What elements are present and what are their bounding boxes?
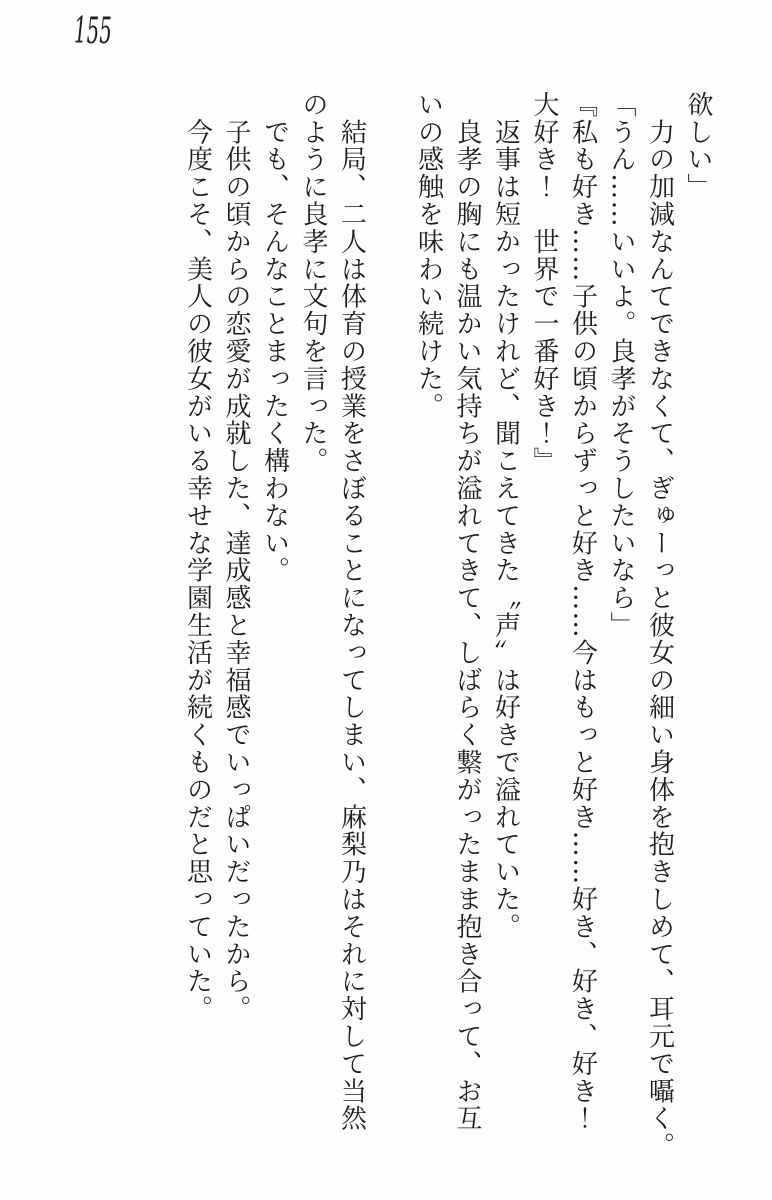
text-column: 力の加減なんてできなくて、ぎゅーっと彼女の細い身体を抱きしめて、耳元で囁く。 [644,91,675,1160]
text-column: 『私も好き……子供の頃からずっと好き……今はもっと好き……好き、好き、好き！ [567,91,598,1133]
text-column: 「うん……いいよ。良孝がそうしたいなら」 [606,91,636,639]
text-column: のように良孝に文句を言った。 [298,91,328,475]
paragraph-break-column [371,91,410,1133]
text-column: でも、そんなことまったく構わない。 [259,91,290,585]
vertical-text-block [178,91,717,1160]
text-column: 子供の頃からの恋愛が成就した、達成感と幸福感でいっぱいだったから。 [221,91,251,1023]
text-column: 欲しい」 [683,91,713,201]
text-column: いの感触を味わい続けた。 [413,91,444,420]
text-column: 良孝の胸にも温かい気持ちが溢れてきて、しばらく繋がったまま抱き合って、お互 [452,91,482,1133]
page-number: 155 [74,11,112,52]
text-column: 結局、二人は体育の授業をさぼることになってしまい、麻梨乃はそれに対して当然 [336,91,367,1133]
text-column: 大好き！ 世界で一番好き！』 [529,91,559,475]
text-column: 今度こそ、美人の彼女がいる幸せな学園生活が続くものだと思っていた。 [182,91,213,1023]
text-column: 返事は短かったけれど、聞こえてきた〝声〟は好きで溢れていた。 [490,91,521,941]
